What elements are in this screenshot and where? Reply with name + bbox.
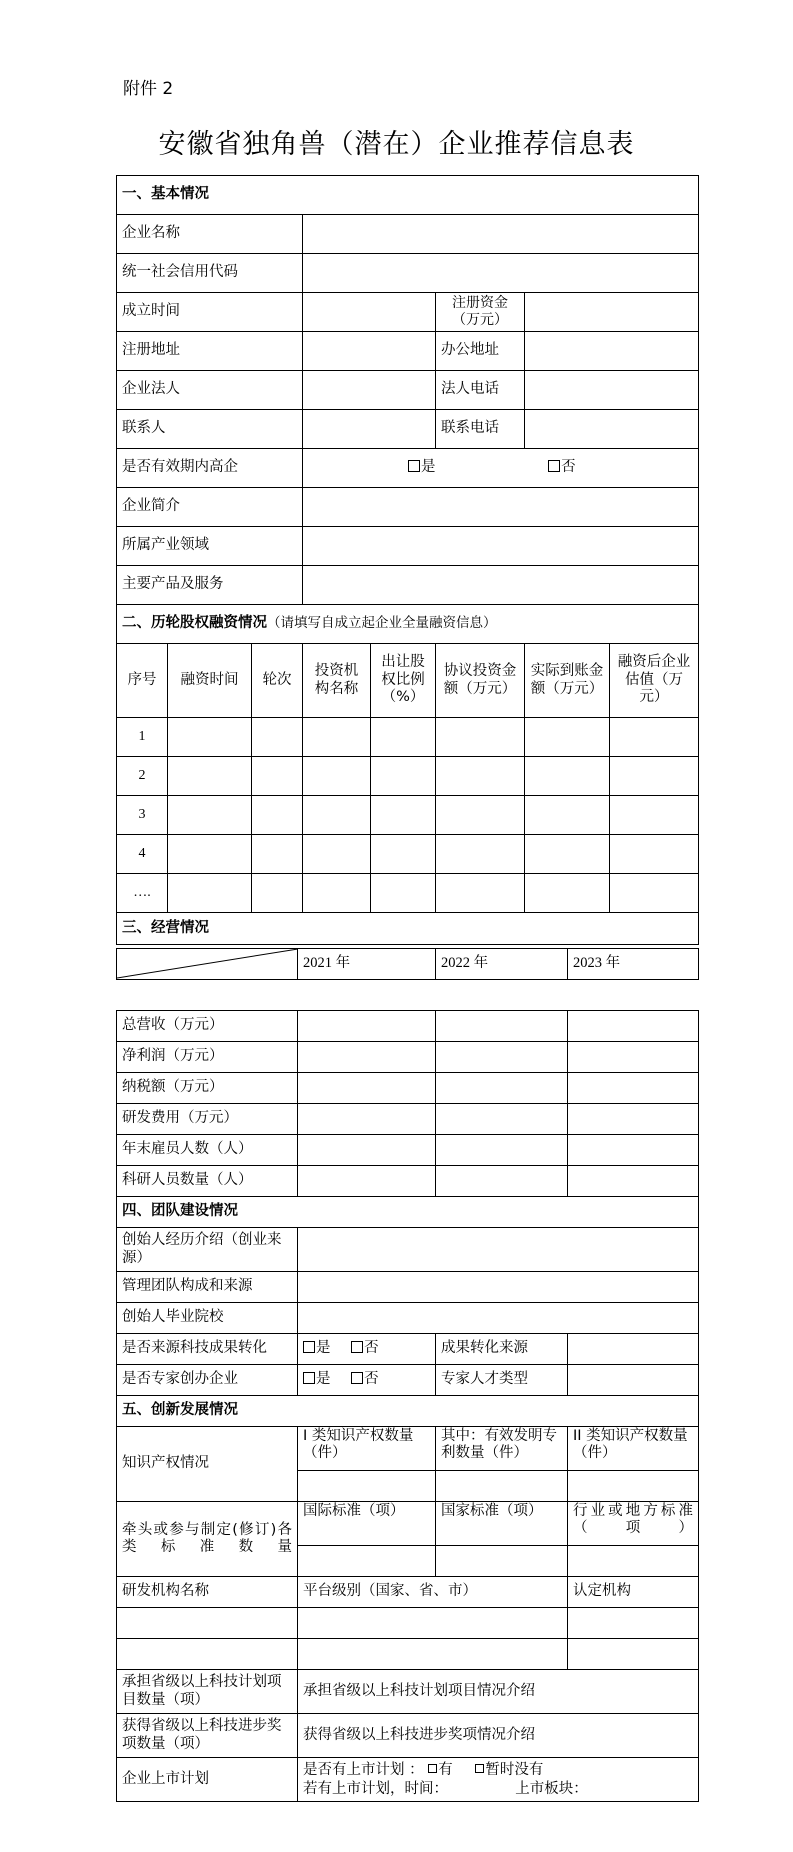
cell[interactable] (371, 757, 436, 796)
row-index: 1 (117, 718, 168, 757)
checkbox-icon (303, 1341, 315, 1353)
cell[interactable] (303, 796, 371, 835)
table-row (117, 1166, 699, 1197)
cell[interactable] (252, 796, 303, 835)
row-index: …. (117, 874, 168, 913)
col-header-equity: 出让股权比例（%） (371, 644, 436, 718)
cell[interactable] (168, 757, 252, 796)
label-ip: 知识产权情况 (117, 1427, 298, 1502)
field-projects-intro[interactable]: 承担省级以上科技计划项目情况介绍 (298, 1670, 699, 1714)
cell[interactable] (371, 874, 436, 913)
table-basic-and-financing (116, 175, 699, 945)
label-expert-founded: 是否专家创办企业 (117, 1365, 298, 1396)
label-industry: 所属产业领域 (117, 527, 303, 566)
label-reg-capital: 注册资金（万元） (436, 293, 525, 332)
cell[interactable] (303, 835, 371, 874)
option-high-tech-yes[interactable] (408, 459, 436, 475)
section-heading-team: 四、团队建设情况 (117, 1197, 699, 1228)
field-platform-level[interactable] (298, 1639, 568, 1670)
cell[interactable] (303, 757, 371, 796)
cell[interactable] (371, 796, 436, 835)
field-std-intl[interactable] (298, 1546, 436, 1577)
label-tax: 纳税额（万元） (117, 1073, 298, 1104)
row-industry (117, 527, 699, 566)
financing-note: （请填写自成立起企业全量融资信息） (267, 615, 497, 632)
option-yes-label: 是 (421, 459, 436, 476)
cell[interactable] (303, 718, 371, 757)
cell[interactable] (568, 1073, 699, 1104)
table-row (117, 1011, 699, 1042)
table-operations-team-innovation (116, 1010, 699, 1802)
cell[interactable] (436, 835, 525, 874)
label-rd-cost: 研发费用（万元） (117, 1104, 298, 1135)
ipo-board-label: 上市板块： (515, 1780, 588, 1797)
cell[interactable] (252, 835, 303, 874)
field-credit-code[interactable] (303, 254, 699, 293)
field-expert-founded (298, 1365, 436, 1396)
label-rd-name: 研发机构名称 (117, 1577, 298, 1608)
cell[interactable] (298, 1073, 436, 1104)
years-row (117, 949, 699, 980)
table-row (117, 796, 699, 835)
label-founder-school: 创始人毕业院校 (117, 1303, 298, 1334)
section-2-row (117, 605, 699, 644)
label-products: 主要产品及服务 (117, 566, 303, 605)
table-row (117, 718, 699, 757)
label-projects-count: 承担省级以上科技计划项目数量（项） (117, 1670, 298, 1714)
year-2022: 2022 年 (436, 949, 568, 980)
field-founder-school[interactable] (298, 1303, 699, 1334)
label-contact: 联系人 (117, 410, 303, 449)
label-awards-count: 获得省级以上科技进步奖项数量（项） (117, 1714, 298, 1758)
cell[interactable] (610, 757, 699, 796)
option-ipo-no-label: 暂时没有 (485, 1762, 544, 1779)
col-header-received: 实际到账金额（万元） (525, 644, 610, 718)
cell[interactable] (436, 1011, 568, 1042)
option-ipo-yes[interactable] (428, 1762, 453, 1778)
label-std-national: 国家标准（项） (436, 1502, 568, 1546)
field-mgmt-team[interactable] (298, 1272, 699, 1303)
year-2023: 2023 年 (568, 949, 699, 980)
row-founder-school (117, 1303, 699, 1334)
label-intro: 企业简介 (117, 488, 303, 527)
cell[interactable] (168, 835, 252, 874)
cell[interactable] (610, 796, 699, 835)
label-contact-phone: 联系电话 (436, 410, 525, 449)
option-no-label: 否 (364, 1371, 379, 1388)
field-transfer-source[interactable] (568, 1334, 699, 1365)
section-3-row (117, 913, 699, 945)
label-reg-address: 注册地址 (117, 332, 303, 371)
table-row (117, 1639, 699, 1670)
table-row (117, 1608, 699, 1639)
section-heading-innovation: 五、创新发展情况 (117, 1396, 699, 1427)
field-legal-person[interactable] (303, 371, 436, 410)
field-rd-name[interactable] (117, 1608, 298, 1639)
cell[interactable] (610, 874, 699, 913)
table-row (117, 757, 699, 796)
cell[interactable] (436, 1042, 568, 1073)
label-expert-type: 专家人才类型 (436, 1365, 568, 1396)
row-index: 4 (117, 835, 168, 874)
option-no-label: 否 (364, 1340, 379, 1357)
section-4-row (117, 1197, 699, 1228)
cell[interactable] (168, 796, 252, 835)
row-credit-code (117, 254, 699, 293)
label-net-profit: 净利润（万元） (117, 1042, 298, 1073)
option-transfer-no[interactable] (351, 1340, 379, 1356)
col-header-index: 序号 (117, 644, 168, 718)
cell[interactable] (568, 1166, 699, 1197)
financing-header-row (117, 644, 699, 718)
cell[interactable] (525, 835, 610, 874)
ipo-question-line (303, 1761, 693, 1779)
label-legal-person: 企业法人 (117, 371, 303, 410)
cell[interactable] (436, 718, 525, 757)
field-products[interactable] (303, 566, 699, 605)
field-company-name[interactable] (303, 215, 699, 254)
cell[interactable] (371, 718, 436, 757)
field-ip-class1[interactable] (298, 1471, 436, 1502)
cell[interactable] (568, 1135, 699, 1166)
checkbox-icon (548, 460, 560, 472)
cell[interactable] (252, 718, 303, 757)
row-high-tech (117, 449, 699, 488)
cell[interactable] (568, 1042, 699, 1073)
row-rd-headers (117, 1577, 699, 1608)
field-founded[interactable] (303, 293, 436, 332)
field-high-tech (303, 449, 699, 488)
label-founder-resume: 创始人经历介绍（创业来源） (117, 1228, 298, 1272)
row-standards-headers (117, 1502, 699, 1546)
section-5-row (117, 1396, 699, 1427)
row-expert-founded (117, 1365, 699, 1396)
label-ip-class1: I 类知识产权数量（件） (298, 1427, 436, 1471)
field-expert-type[interactable] (568, 1365, 699, 1396)
row-awards (117, 1714, 699, 1758)
row-company-name (117, 215, 699, 254)
field-cert-org[interactable] (568, 1639, 699, 1670)
field-std-industry[interactable] (568, 1546, 699, 1577)
label-high-tech: 是否有效期内高企 (117, 449, 303, 488)
financing-heading-text: 二、历轮股权融资情况 (122, 615, 267, 632)
checkbox-icon (408, 460, 420, 472)
cell[interactable] (436, 874, 525, 913)
label-legal-phone: 法人电话 (436, 371, 525, 410)
cell[interactable] (436, 1135, 568, 1166)
checkbox-icon (351, 1372, 363, 1384)
cell[interactable] (436, 1104, 568, 1135)
field-std-national[interactable] (436, 1546, 568, 1577)
cell[interactable] (525, 874, 610, 913)
field-founder-resume[interactable] (298, 1228, 699, 1272)
field-contact[interactable] (303, 410, 436, 449)
cell[interactable] (303, 874, 371, 913)
field-reg-address[interactable] (303, 332, 436, 371)
checkbox-icon (351, 1341, 363, 1353)
option-ipo-no[interactable] (475, 1762, 543, 1778)
row-founder-resume (117, 1228, 699, 1272)
option-ipo-yes-label: 有 (438, 1762, 453, 1779)
field-ip-invention[interactable] (436, 1471, 568, 1502)
option-yes-label: 是 (316, 1371, 331, 1388)
cell[interactable] (298, 1104, 436, 1135)
label-employees: 年末雇员人数（人） (117, 1135, 298, 1166)
checkbox-icon (428, 1764, 437, 1773)
label-ip-class2: II 类知识产权数量（件） (568, 1427, 699, 1471)
cell[interactable] (252, 874, 303, 913)
cell[interactable] (436, 1073, 568, 1104)
row-tech-transfer (117, 1334, 699, 1365)
field-ipo (298, 1758, 699, 1802)
row-address (117, 332, 699, 371)
label-platform-level: 平台级别（国家、省、市） (298, 1577, 568, 1608)
attachment-label: 附件 2 (123, 79, 174, 99)
row-ipo (117, 1758, 699, 1802)
field-industry[interactable] (303, 527, 699, 566)
label-revenue: 总营收（万元） (117, 1011, 298, 1042)
table-row (117, 1135, 699, 1166)
field-awards-intro[interactable]: 获得省级以上科技进步奖项情况介绍 (298, 1714, 699, 1758)
ipo-question: 是否有上市计划 ： (303, 1762, 424, 1779)
cell[interactable] (298, 1011, 436, 1042)
section-1-row (117, 176, 699, 215)
table-row (117, 1042, 699, 1073)
row-index: 2 (117, 757, 168, 796)
label-company-name: 企业名称 (117, 215, 303, 254)
table-row (117, 1073, 699, 1104)
cell[interactable] (610, 718, 699, 757)
ipo-time-label: 若有上市计划，时间： (303, 1780, 448, 1797)
row-mgmt-team (117, 1272, 699, 1303)
label-ip-invention: 其中：有效发明专利数量（件） (436, 1427, 568, 1471)
table-years-header (116, 948, 699, 980)
label-mgmt-team: 管理团队构成和来源 (117, 1272, 298, 1303)
table-row (117, 835, 699, 874)
col-header-agreed: 协议投资金额（万元） (436, 644, 525, 718)
cell[interactable] (568, 1011, 699, 1042)
label-cert-org: 认定机构 (568, 1577, 699, 1608)
col-header-date: 融资时间 (168, 644, 252, 718)
ipo-detail-line (303, 1780, 693, 1798)
cell[interactable] (525, 757, 610, 796)
document-title: 安徽省独角兽（潜在）企业推荐信息表 (158, 129, 635, 160)
field-intro[interactable] (303, 488, 699, 527)
field-reg-capital[interactable] (525, 293, 699, 332)
field-tech-transfer (298, 1334, 436, 1365)
field-contact-phone[interactable] (525, 410, 699, 449)
diagonal-cell (117, 949, 298, 980)
diagonal-line (117, 949, 298, 979)
col-header-valuation: 融资后企业估值（万元） (610, 644, 699, 718)
cell[interactable] (436, 1166, 568, 1197)
field-rd-name[interactable] (117, 1639, 298, 1670)
checkbox-icon (475, 1764, 484, 1773)
checkbox-icon (303, 1372, 315, 1384)
option-expert-yes[interactable] (303, 1371, 331, 1387)
option-transfer-yes[interactable] (303, 1340, 331, 1356)
row-intro (117, 488, 699, 527)
field-cert-org[interactable] (568, 1608, 699, 1639)
cell[interactable] (371, 835, 436, 874)
cell[interactable] (298, 1166, 436, 1197)
section-heading-financing (117, 605, 699, 644)
row-contact (117, 410, 699, 449)
cell[interactable] (252, 757, 303, 796)
row-founded (117, 293, 699, 332)
field-legal-phone[interactable] (525, 371, 699, 410)
label-std-industry: 行业或地方标准（项） (568, 1502, 699, 1546)
year-2021: 2021 年 (298, 949, 436, 980)
option-expert-no[interactable] (351, 1371, 379, 1387)
label-standards: 牵头或参与制定(修订)各类标准数量 (117, 1502, 298, 1577)
cell[interactable] (298, 1135, 436, 1166)
table-row (117, 874, 699, 913)
label-std-intl: 国际标准（项） (298, 1502, 436, 1546)
option-no-label: 否 (561, 459, 576, 476)
col-header-round: 轮次 (252, 644, 303, 718)
field-ip-class2[interactable] (568, 1471, 699, 1502)
table-row (117, 1104, 699, 1135)
label-researchers: 科研人员数量（人） (117, 1166, 298, 1197)
cell[interactable] (525, 796, 610, 835)
label-credit-code: 统一社会信用代码 (117, 254, 303, 293)
field-platform-level[interactable] (298, 1608, 568, 1639)
row-legal-person (117, 371, 699, 410)
label-founded: 成立时间 (117, 293, 303, 332)
cell[interactable] (168, 874, 252, 913)
cell[interactable] (436, 757, 525, 796)
cell[interactable] (568, 1104, 699, 1135)
label-tech-transfer: 是否来源科技成果转化 (117, 1334, 298, 1365)
row-products (117, 566, 699, 605)
cell[interactable] (436, 796, 525, 835)
cell[interactable] (525, 718, 610, 757)
option-yes-label: 是 (316, 1340, 331, 1357)
cell[interactable] (610, 835, 699, 874)
cell[interactable] (298, 1042, 436, 1073)
section-heading-operations: 三、经营情况 (117, 913, 699, 945)
label-transfer-source: 成果转化来源 (436, 1334, 568, 1365)
row-ip-headers (117, 1427, 699, 1471)
label-office-address: 办公地址 (436, 332, 525, 371)
section-heading-basic: 一、基本情况 (117, 176, 699, 215)
row-index: 3 (117, 796, 168, 835)
option-high-tech-no[interactable] (548, 459, 576, 475)
col-header-investor: 投资机构名称 (303, 644, 371, 718)
row-projects (117, 1670, 699, 1714)
field-office-address[interactable] (525, 332, 699, 371)
label-ipo-plan: 企业上市计划 (117, 1758, 298, 1802)
cell[interactable] (168, 718, 252, 757)
